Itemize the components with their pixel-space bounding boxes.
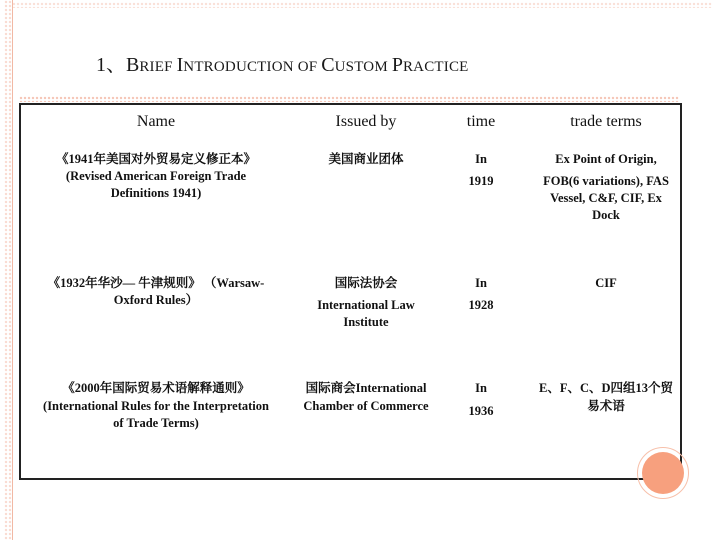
row1-terms-2: FOB(6 variations), FAS — [543, 174, 669, 188]
row2-issued-cn: 国际法协会 — [334, 276, 398, 290]
row3-terms-2: 易术语 — [587, 399, 625, 413]
slide-title — [96, 48, 656, 77]
row1-terms-4: Dock — [592, 208, 620, 222]
custom-practice-table — [19, 103, 682, 480]
decorative-circle — [642, 452, 684, 494]
title-of: OF — [297, 59, 322, 75]
row2-time-in: In — [475, 276, 487, 290]
title-divider — [19, 96, 679, 102]
header-time: time — [466, 113, 496, 130]
row3-name-en-1: (International Rules for the Interpretation — [43, 399, 269, 413]
title-number: 1、 — [96, 54, 126, 76]
row2-issued-en-1: International Law — [317, 298, 415, 312]
title-rest-4: USTOM — [334, 59, 392, 75]
row3-issued-2: Chamber of Commerce — [303, 399, 429, 413]
row2-issued-en-2: Institute — [343, 315, 389, 329]
title-cap-b: B — [126, 54, 140, 76]
row1-name-en-2: Definitions 1941) — [110, 186, 202, 200]
header-issued-by: Issued by — [335, 113, 397, 130]
title-rest-2: NTRODUCTION — [183, 59, 298, 75]
row2-time-year: 1928 — [468, 298, 494, 312]
row1-name-cn: 《1941年美国对外贸易定义修正本》 — [55, 152, 256, 166]
title-cap-i: I — [176, 54, 184, 76]
title-rest-1: RIEF — [139, 59, 177, 75]
row3-name-cn: 《2000年国际贸易术语解释通则》 — [62, 381, 250, 395]
row1-name-en-1: (Revised American Foreign Trade — [65, 169, 247, 183]
row3-issued-1: 国际商会International — [305, 381, 427, 395]
row1-terms-1: Ex Point of Origin, — [555, 152, 657, 166]
header-trade-terms: trade terms — [570, 113, 642, 130]
left-decorative-dots — [4, 0, 12, 540]
row1-time-in: In — [475, 152, 487, 166]
row2-terms: CIF — [595, 276, 617, 290]
row2-name-2: Oxford Rules） — [113, 293, 199, 307]
title-cap-c: C — [321, 54, 335, 76]
left-border-line — [12, 0, 13, 540]
row1-issued-by: 美国商业团体 — [328, 152, 404, 166]
row3-time-year: 1936 — [468, 404, 494, 418]
title-cap-p: P — [391, 54, 403, 76]
title-rest-5: RACTICE — [402, 59, 469, 75]
row3-terms-1: E、F、C、D四组13个贸 — [538, 381, 674, 395]
top-decorative-dots — [12, 2, 712, 8]
row1-time-year: 1919 — [468, 174, 494, 188]
row1-terms-3: Vessel, C&F, CIF, Ex — [550, 191, 662, 205]
row3-time-in: In — [475, 381, 487, 395]
row3-name-en-2: of Trade Terms) — [113, 416, 199, 430]
row2-name-1: 《1932年华沙— 牛津规则》 （Warsaw- — [47, 276, 265, 290]
header-name: Name — [136, 113, 176, 130]
